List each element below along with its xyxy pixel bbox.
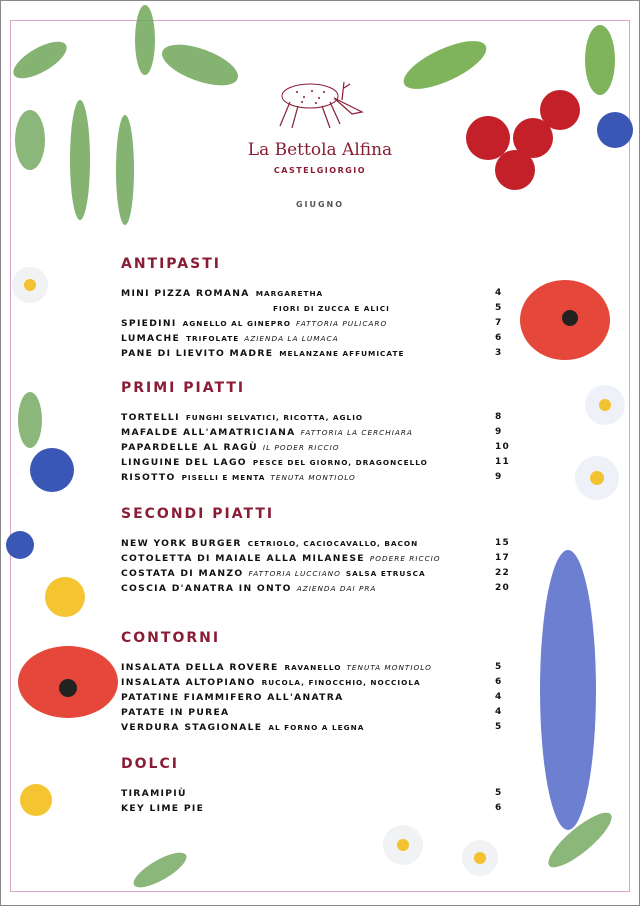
menu-section-secondi-piatti xyxy=(121,506,511,598)
item-price: 3 xyxy=(495,348,503,358)
item-description: RAVANELLO xyxy=(284,663,342,672)
item-producer: FATTORIA LUCCIANO xyxy=(248,569,341,578)
item-name: MAFALDE ALL'AMATRICIANA xyxy=(121,427,296,438)
menu-item xyxy=(121,318,511,333)
item-price: 5 xyxy=(495,788,503,798)
menu-item xyxy=(121,412,511,427)
item-price: 6 xyxy=(495,803,503,813)
menu-item xyxy=(121,472,511,487)
item-description: PESCE DEL GIORNO, DRAGONCELLO xyxy=(252,458,428,467)
item-description-extra: SALSA ETRUSCA xyxy=(345,569,426,578)
item-name: TORTELLI xyxy=(121,412,180,423)
menu-item xyxy=(121,677,511,692)
menu-item xyxy=(121,348,511,363)
item-price: 11 xyxy=(495,457,511,467)
item-name: COTOLETTA DI MAIALE ALLA MILANESE xyxy=(121,553,365,564)
restaurant-location: CASTELGIORGIO xyxy=(273,166,367,175)
item-name: RISOTTO xyxy=(121,472,176,483)
menu-item xyxy=(121,538,511,553)
section-title: CONTORNI xyxy=(121,630,221,646)
item-name: COSTATA DI MANZO xyxy=(121,568,244,579)
item-price: 6 xyxy=(495,677,503,687)
menu-item xyxy=(121,457,511,472)
item-price: 5 xyxy=(495,722,503,732)
item-name: NEW YORK BURGER xyxy=(121,538,242,549)
item-producer: AZIENDA LA LUMACA xyxy=(244,334,339,343)
menu-section-antipasti xyxy=(121,256,511,363)
menu-item xyxy=(121,722,511,737)
item-price: 20 xyxy=(495,583,511,593)
item-name: INSALATA ALTOPIANO xyxy=(121,677,256,688)
item-producer: IL PODER RICCIO xyxy=(262,443,340,452)
item-price: 10 xyxy=(495,442,511,452)
item-name: TIRAMIPIÙ xyxy=(121,788,187,799)
item-name: LINGUINE DEL LAGO xyxy=(121,457,247,468)
item-description: MARGARETHA xyxy=(255,289,324,298)
item-name: COSCIA D'ANATRA IN ONTO xyxy=(121,583,292,594)
menu-item xyxy=(121,662,511,677)
item-price: 4 xyxy=(495,707,503,717)
item-producer: AZIENDA DAI PRA xyxy=(296,584,377,593)
restaurant-name: La Bettola Alfina xyxy=(247,140,393,160)
menu-item xyxy=(121,803,511,818)
item-name: PAPARDELLE AL RAGÙ xyxy=(121,442,258,453)
item-name: KEY LIME PIE xyxy=(121,803,205,814)
item-producer: TENUTA MONTIOLO xyxy=(270,473,356,482)
item-producer: FATTORIA PULICARO xyxy=(295,319,388,328)
deer-logo-icon xyxy=(272,78,368,134)
item-description: AGNELLO AL GINEPRO xyxy=(182,319,291,328)
item-description: PISELLI E MENTA xyxy=(181,473,266,482)
item-name: VERDURA STAGIONALE xyxy=(121,722,263,733)
section-title: ANTIPASTI xyxy=(121,256,221,272)
menu-item xyxy=(121,288,511,303)
menu-month: GIUGNO xyxy=(295,200,345,209)
menu-item xyxy=(121,553,511,568)
item-description: AL FORNO A LEGNA xyxy=(268,723,365,732)
item-description: MELANZANE AFFUMICATE xyxy=(279,349,405,358)
item-name: MINI PIZZA ROMANA xyxy=(121,288,250,299)
lupin-icon xyxy=(540,550,596,830)
item-price: 15 xyxy=(495,538,511,548)
item-name: PATATE IN PUREA xyxy=(121,707,230,718)
menu-item xyxy=(121,442,511,457)
menu-section-primi-piatti xyxy=(121,380,511,487)
item-price: 5 xyxy=(495,303,503,313)
section-title: PRIMI PIATTI xyxy=(121,380,246,396)
item-price: 4 xyxy=(495,692,503,702)
item-price: 6 xyxy=(495,333,503,343)
item-price: 8 xyxy=(495,412,503,422)
item-price: 7 xyxy=(495,318,503,328)
item-name: LUMACHE xyxy=(121,333,181,344)
item-price: 17 xyxy=(495,553,511,563)
menu-item xyxy=(121,692,511,707)
item-name: PANE DI LIEVITO MADRE xyxy=(121,348,274,359)
item-name: INSALATA DELLA ROVERE xyxy=(121,662,279,673)
item-description: CETRIOLO, CACIOCAVALLO, BACON xyxy=(247,539,419,548)
item-price: 9 xyxy=(495,427,503,437)
menu-item xyxy=(121,427,511,442)
section-title: SECONDI PIATTI xyxy=(121,506,275,522)
menu-item xyxy=(121,568,511,583)
menu-section-contorni xyxy=(121,630,511,737)
item-description: TRIFOLATE xyxy=(186,334,240,343)
item-name: SPIEDINI xyxy=(121,318,177,329)
item-price: 4 xyxy=(495,288,503,298)
item-producer: PODERE RICCIO xyxy=(369,554,441,563)
menu-item xyxy=(121,333,511,348)
item-name: PATATINE FIAMMIFERO ALL'ANATRA xyxy=(121,692,344,703)
menu-item xyxy=(121,303,511,318)
pea-leaves-icon xyxy=(8,5,243,225)
item-price: 22 xyxy=(495,568,511,578)
menu-item xyxy=(121,788,511,803)
item-producer: FATTORIA LA CERCHIARA xyxy=(300,428,413,437)
item-price: 5 xyxy=(495,662,503,672)
menu-item xyxy=(121,707,511,722)
item-description: FIORI DI ZUCCA E ALICI xyxy=(273,304,390,313)
section-title: DOLCI xyxy=(121,756,179,772)
item-producer: TENUTA MONTIOLO xyxy=(346,663,432,672)
menu-item xyxy=(121,583,511,598)
item-description: RUCOLA, FINOCCHIO, NOCCIOLA xyxy=(261,678,421,687)
item-description: FUNGHI SELVATICI, RICOTTA, AGLIO xyxy=(185,413,364,422)
menu-section-dolci xyxy=(121,756,511,818)
item-price: 9 xyxy=(495,472,503,482)
